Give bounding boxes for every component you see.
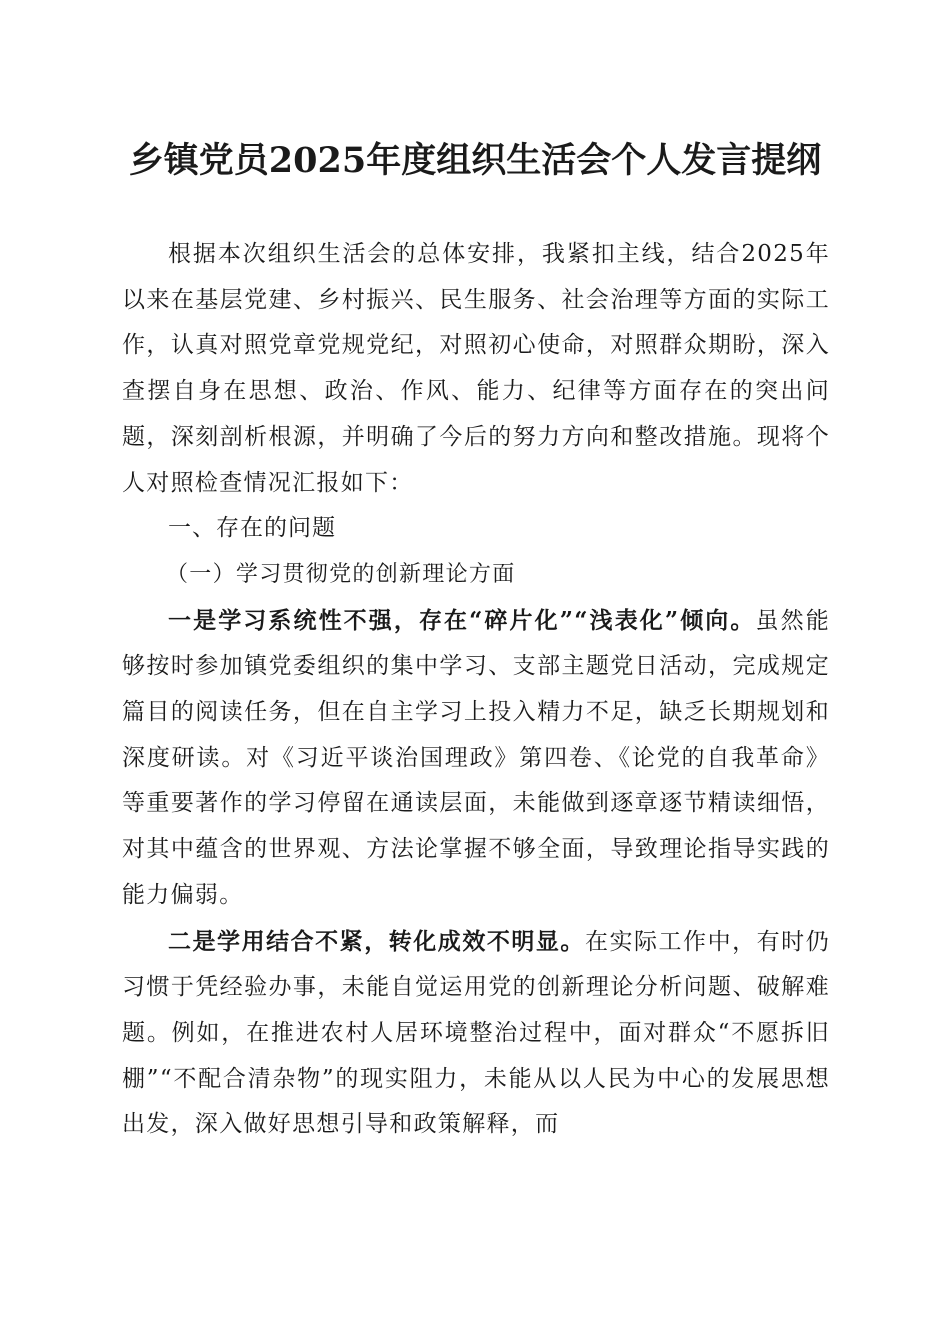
subsection-heading-theory-study: （一）学习贯彻党的创新理论方面 — [166, 561, 516, 587]
section-heading-problems: 一、存在的问题 — [168, 515, 336, 542]
intro-paragraph: 根据本次组织生活会的总体安排，我紧扣主线，结合2025年以来在基层党建、乡村振兴、民生服务、社会治理等方面的实际工作，认真对照党章党规党纪，对照初心使命，对照群众期盼，深入查摆自身在思想、政治、作风、能力、纪律等方面存在的突出问题，深刻剖析根源，并明确了今后的努力方向和整改措施。现将个人对照检查情况汇报如下： — [122, 241, 830, 496]
point-2-lead: 二是学用结合不紧，转化成效不明显。 — [168, 927, 585, 955]
document-body — [122, 232, 830, 1148]
point-paragraph-1 — [122, 598, 830, 919]
point-paragraph-2 — [122, 919, 830, 1149]
point-1-body: 虽然能够按时参加镇党委组织的集中学习、支部主题党日活动，完成规定篇目的阅读任务，但在自主学习上投入精力不足，缺乏长期规划和深度研读。对《习近平谈治国理政》第四卷、《论党的自我革命》等重要著作的学习停留在通读层面，未能做到逐章逐节精读细悟，对其中蕴含的世界观、方法论掌握不够全面，导致理论指导实践的能力偏弱。 — [122, 607, 830, 908]
point-1-lead: 一是学习系统性不强，存在“碎片化”“浅表化”倾向。 — [168, 606, 756, 634]
point-2-body: 在实际工作中，有时仍习惯于凭经验办事，未能自觉运用党的创新理论分析问题、破解难题。例如，在推进农村人居环境整治过程中，面对群众“不愿拆旧棚”“不配合清杂物”的现实阻力，未能从以人民为中心的发展思想出发，深入做好思想引导和政策解释，而 — [122, 928, 830, 1138]
document-title: 乡镇党员2025年度组织生活会个人发言提纲 — [128, 140, 822, 181]
